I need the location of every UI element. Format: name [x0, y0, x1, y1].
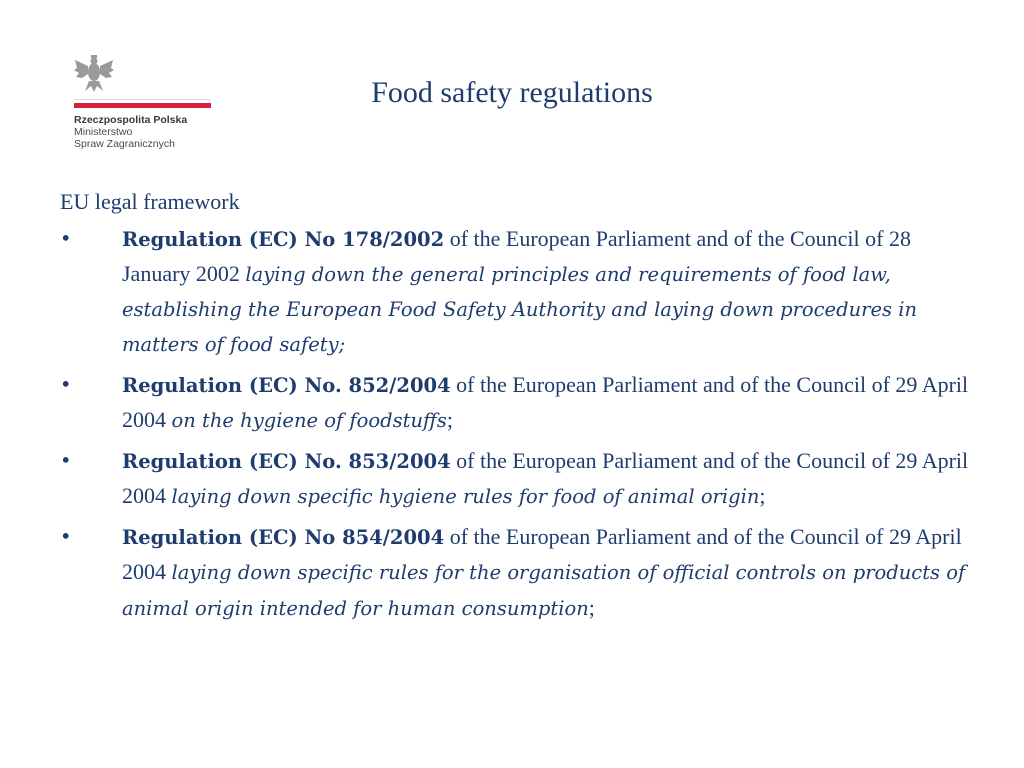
bullet-icon: • [60, 372, 72, 396]
regulation-punctuation: ; [759, 483, 766, 508]
list-item [60, 520, 970, 627]
regulation-number: Regulation (EC) No 178/2002 [122, 227, 445, 251]
regulation-title: on the hygiene of foodstuffs [171, 409, 447, 432]
bullet-icon: • [60, 524, 72, 548]
regulation-issuer: of the European Parliament and of the Council of 28 January 2002 [122, 225, 911, 286]
regulation-title: laying down specific rules for the organisation of official controls on products of animal origin intended for human consumption [122, 561, 966, 620]
regulation-title: laying down the general principles and requirements of food law, establishing the European Food Safety Authority and laying down procedures in matters of food safety; [122, 263, 918, 356]
regulation-punctuation: ; [446, 407, 453, 432]
logo-ministry-line2: Spraw Zagranicznych [74, 138, 175, 150]
regulation-title: laying down specific hygiene rules for food of animal origin [171, 485, 760, 508]
regulation-number: Regulation (EC) No. 852/2004 [122, 373, 451, 397]
section-title: EU legal framework [60, 189, 240, 214]
bullet-icon: • [60, 226, 72, 250]
regulation-issuer: of the European Parliament and of the Council of 29 April 2004 [122, 371, 969, 432]
regulation-number: Regulation (EC) No. 853/2004 [122, 449, 451, 473]
logo-country-name: Rzeczpospolita Polska [74, 114, 188, 126]
slide-content [60, 185, 970, 631]
logo-text [74, 114, 187, 150]
page-title: Food safety regulations [371, 76, 653, 109]
regulation-punctuation: ; [588, 594, 595, 620]
list-item [60, 444, 970, 515]
list-item [60, 368, 970, 439]
bullet-icon: • [60, 448, 72, 472]
regulation-list [60, 222, 970, 627]
logo-ministry-line1: Ministerstwo [74, 126, 133, 138]
regulation-issuer: of the European Parliament and of the Council of 29 April 2004 [122, 447, 969, 508]
regulation-issuer: of the European Parliament and of the Council of 29 April 2004 [122, 523, 962, 584]
regulation-number: Regulation (EC) No 854/2004 [122, 525, 445, 549]
list-item [60, 222, 970, 363]
